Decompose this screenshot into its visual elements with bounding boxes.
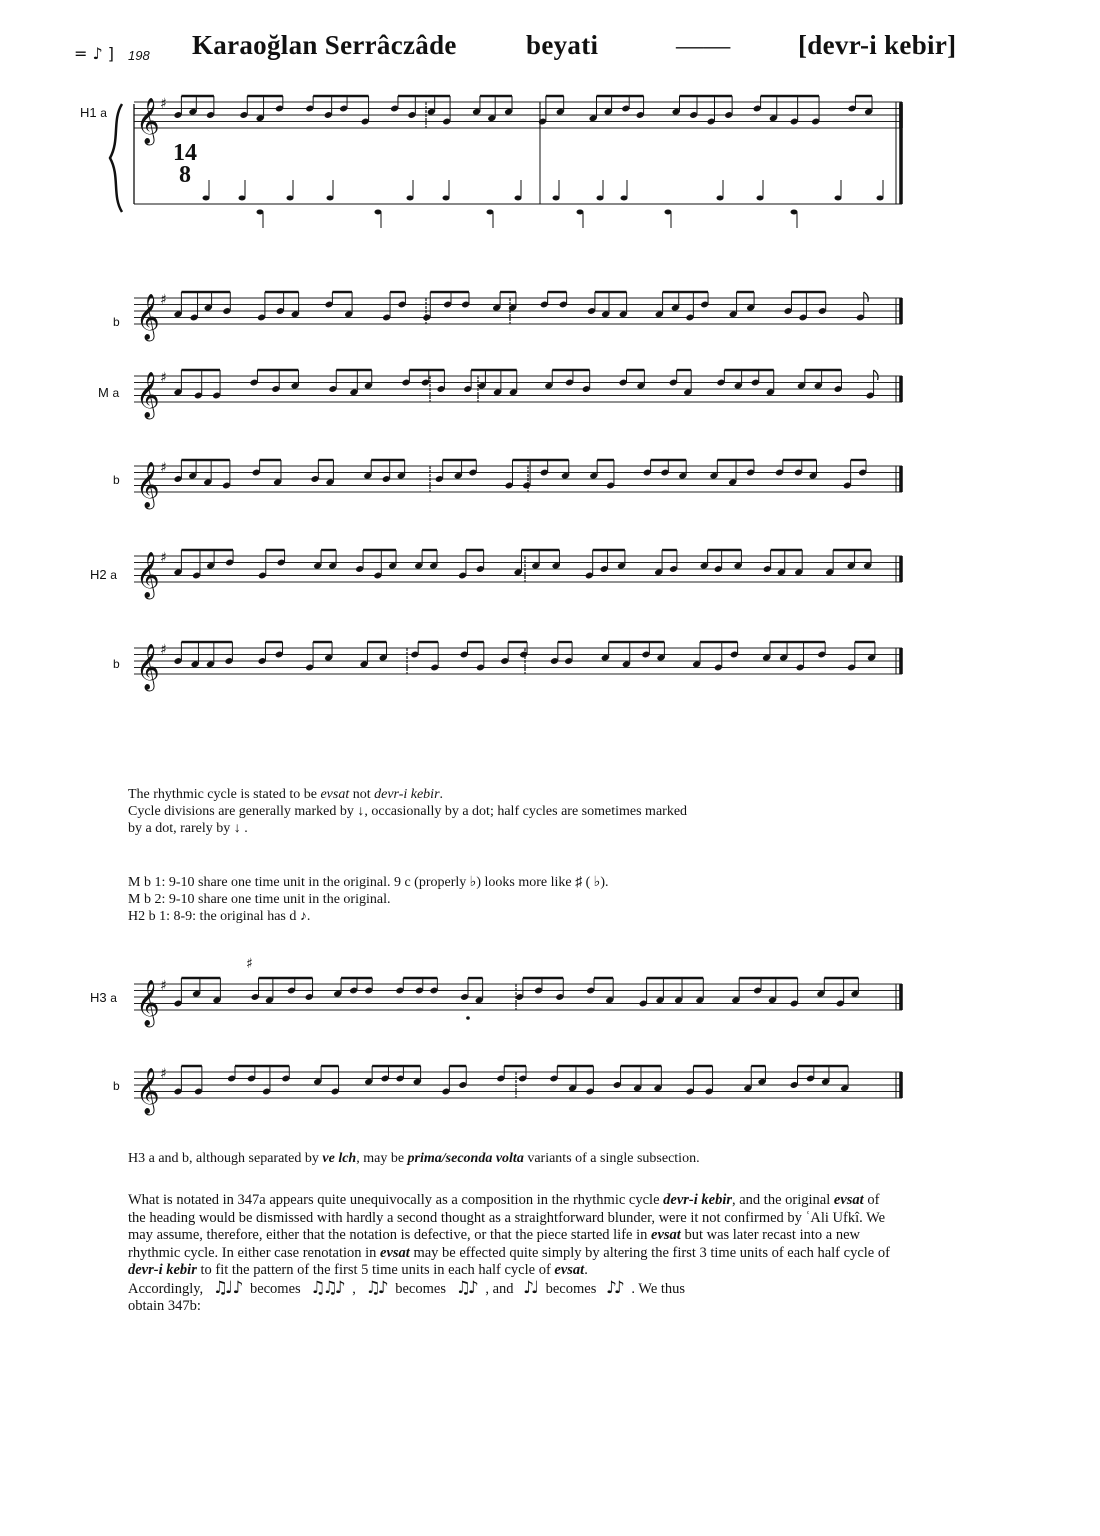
composer-name: Karaoğlan Serrâczâde <box>192 30 457 60</box>
staff-label-h3a: H3 a <box>90 990 117 1005</box>
staff-label-h2b: b <box>113 657 120 671</box>
rhythm-figure-2: ♫♫♪ <box>310 1277 343 1298</box>
percussion-note-head <box>597 196 604 201</box>
percussion-note-head <box>443 196 450 201</box>
percussion-note-head <box>515 196 522 201</box>
treble-clef-icon: 𝄞 <box>136 294 160 340</box>
accidental-mark-icon: ♯ <box>246 956 253 972</box>
staff-label-h1a: H1 a <box>80 105 107 120</box>
percussion-note-head <box>287 196 294 201</box>
percussion-note-head <box>407 196 414 201</box>
staff-label-h2a: H2 a <box>90 567 117 582</box>
note-line-2: Cycle divisions are generally marked by ↓, occasionally by a dot; half cycles are sometimes marked <box>128 804 688 819</box>
note-line-1: The rhythmic cycle is stated to be evsat not devr-i kebir. <box>128 787 444 802</box>
percussion-note-head <box>487 210 494 215</box>
dot-mark <box>466 1016 470 1020</box>
percussion-note-head <box>877 196 884 201</box>
note-mb1: M b 1: 9-10 share one time unit in the original. 9 c (properly ♭) looks more like ♯ ( ♭). <box>128 875 609 890</box>
note-h2b1: H2 b 1: 8-9: the original has d ♪. <box>128 909 311 924</box>
sharp-key-signature-icon: ♯ <box>160 292 167 308</box>
percussion-note-head <box>621 196 628 201</box>
sharp-key-signature-icon: ♯ <box>160 370 167 386</box>
note-flag <box>864 292 869 302</box>
rhythm-figure-3: ♫♪ <box>365 1277 386 1298</box>
note-mb2: M b 2: 9-10 share one time unit in the original. <box>128 892 391 907</box>
treble-clef-icon: 𝄞 <box>136 462 160 508</box>
rhythm-figure-4: ♫♪ <box>455 1277 476 1298</box>
treble-clef-icon: 𝄞 <box>136 1068 160 1114</box>
page-number: 198 <box>128 48 150 63</box>
percussion-note-head <box>577 210 584 215</box>
percussion-note-head <box>791 210 798 215</box>
percussion-note-head <box>257 210 264 215</box>
note-flag <box>874 370 879 380</box>
time-signature: 14 8 <box>173 140 197 188</box>
sharp-key-signature-icon: ♯ <box>160 642 167 658</box>
variant-notes <box>128 874 888 925</box>
percussion-note-head <box>717 196 724 201</box>
sharp-key-signature-icon: ♯ <box>160 96 167 112</box>
sharp-key-signature-icon: ♯ <box>160 460 167 476</box>
rhythm-figure-5: ♪♩ <box>523 1277 536 1298</box>
sharp-key-signature-icon: ♯ <box>160 550 167 566</box>
staff-label-h1b: b <box>113 315 120 329</box>
percussion-note-head <box>553 196 560 201</box>
rhythm-figure-1: ♫♩ ♪ <box>212 1277 241 1298</box>
usul-name: [devr-i kebir] <box>798 30 957 60</box>
makam-name: beyati <box>526 30 599 60</box>
staff-label-ma: M a <box>98 385 120 400</box>
note-line-3: by a dot, rarely by ↓ . <box>128 821 248 836</box>
system-brace <box>110 104 122 212</box>
percussion-note-head <box>757 196 764 201</box>
treble-clef-icon: 𝄞 <box>136 98 160 144</box>
staff-label-mb: b <box>113 473 120 487</box>
percussion-note-head <box>327 196 334 201</box>
tempo-mark: = ♪ ] <box>74 44 115 63</box>
treble-clef-icon: 𝄞 <box>136 980 160 1026</box>
percussion-note-head <box>375 210 382 215</box>
percussion-note-head <box>665 210 672 215</box>
treble-clef-icon: 𝄞 <box>136 644 160 690</box>
rhythm-notes <box>128 786 888 837</box>
treble-clef-icon: 𝄞 <box>136 552 160 598</box>
h3-note: H3 a and b, although separated by ve lch, may be prima/seconda volta variants of a single subsection. <box>128 1151 700 1166</box>
percussion-note-head <box>835 196 842 201</box>
staff-label-h3b: b <box>113 1079 120 1093</box>
percussion-note-head <box>239 196 246 201</box>
sharp-key-signature-icon: ♯ <box>160 978 167 994</box>
treble-clef-icon: 𝄞 <box>136 372 160 418</box>
header-dash: —— <box>676 30 731 60</box>
rhythm-figure-6: ♪♪ <box>605 1277 622 1298</box>
commentary-paragraph: What is notated in 347a appears quite unequivocally as a composition in the rhythmic cycle devr-i kebir, and the original evsat of the heading would be dismissed with hardly a second thought as a straightforward blunder, were it not confirmed by ʿAli Ufkî. We may assume, therefore, either that the notation is defective, or that the piece started life in evsat but was later recast into a new rhythmic cycle. In either case renotation in evsat may be effected quite simply by altering the first 3 time units of each half cycle of devr-i kebir to fit the pattern of the first 5 time units in each half cycle of evsat. Accordingly, ♫♩ ♪ becomes ♫♫♪ , ♫♪ becomes ♫♪ , and ♪♩ becomes ♪♪ . We thus obtain 347b: <box>128 1192 890 1314</box>
percussion-note-head <box>203 196 210 201</box>
sharp-key-signature-icon: ♯ <box>160 1066 167 1082</box>
